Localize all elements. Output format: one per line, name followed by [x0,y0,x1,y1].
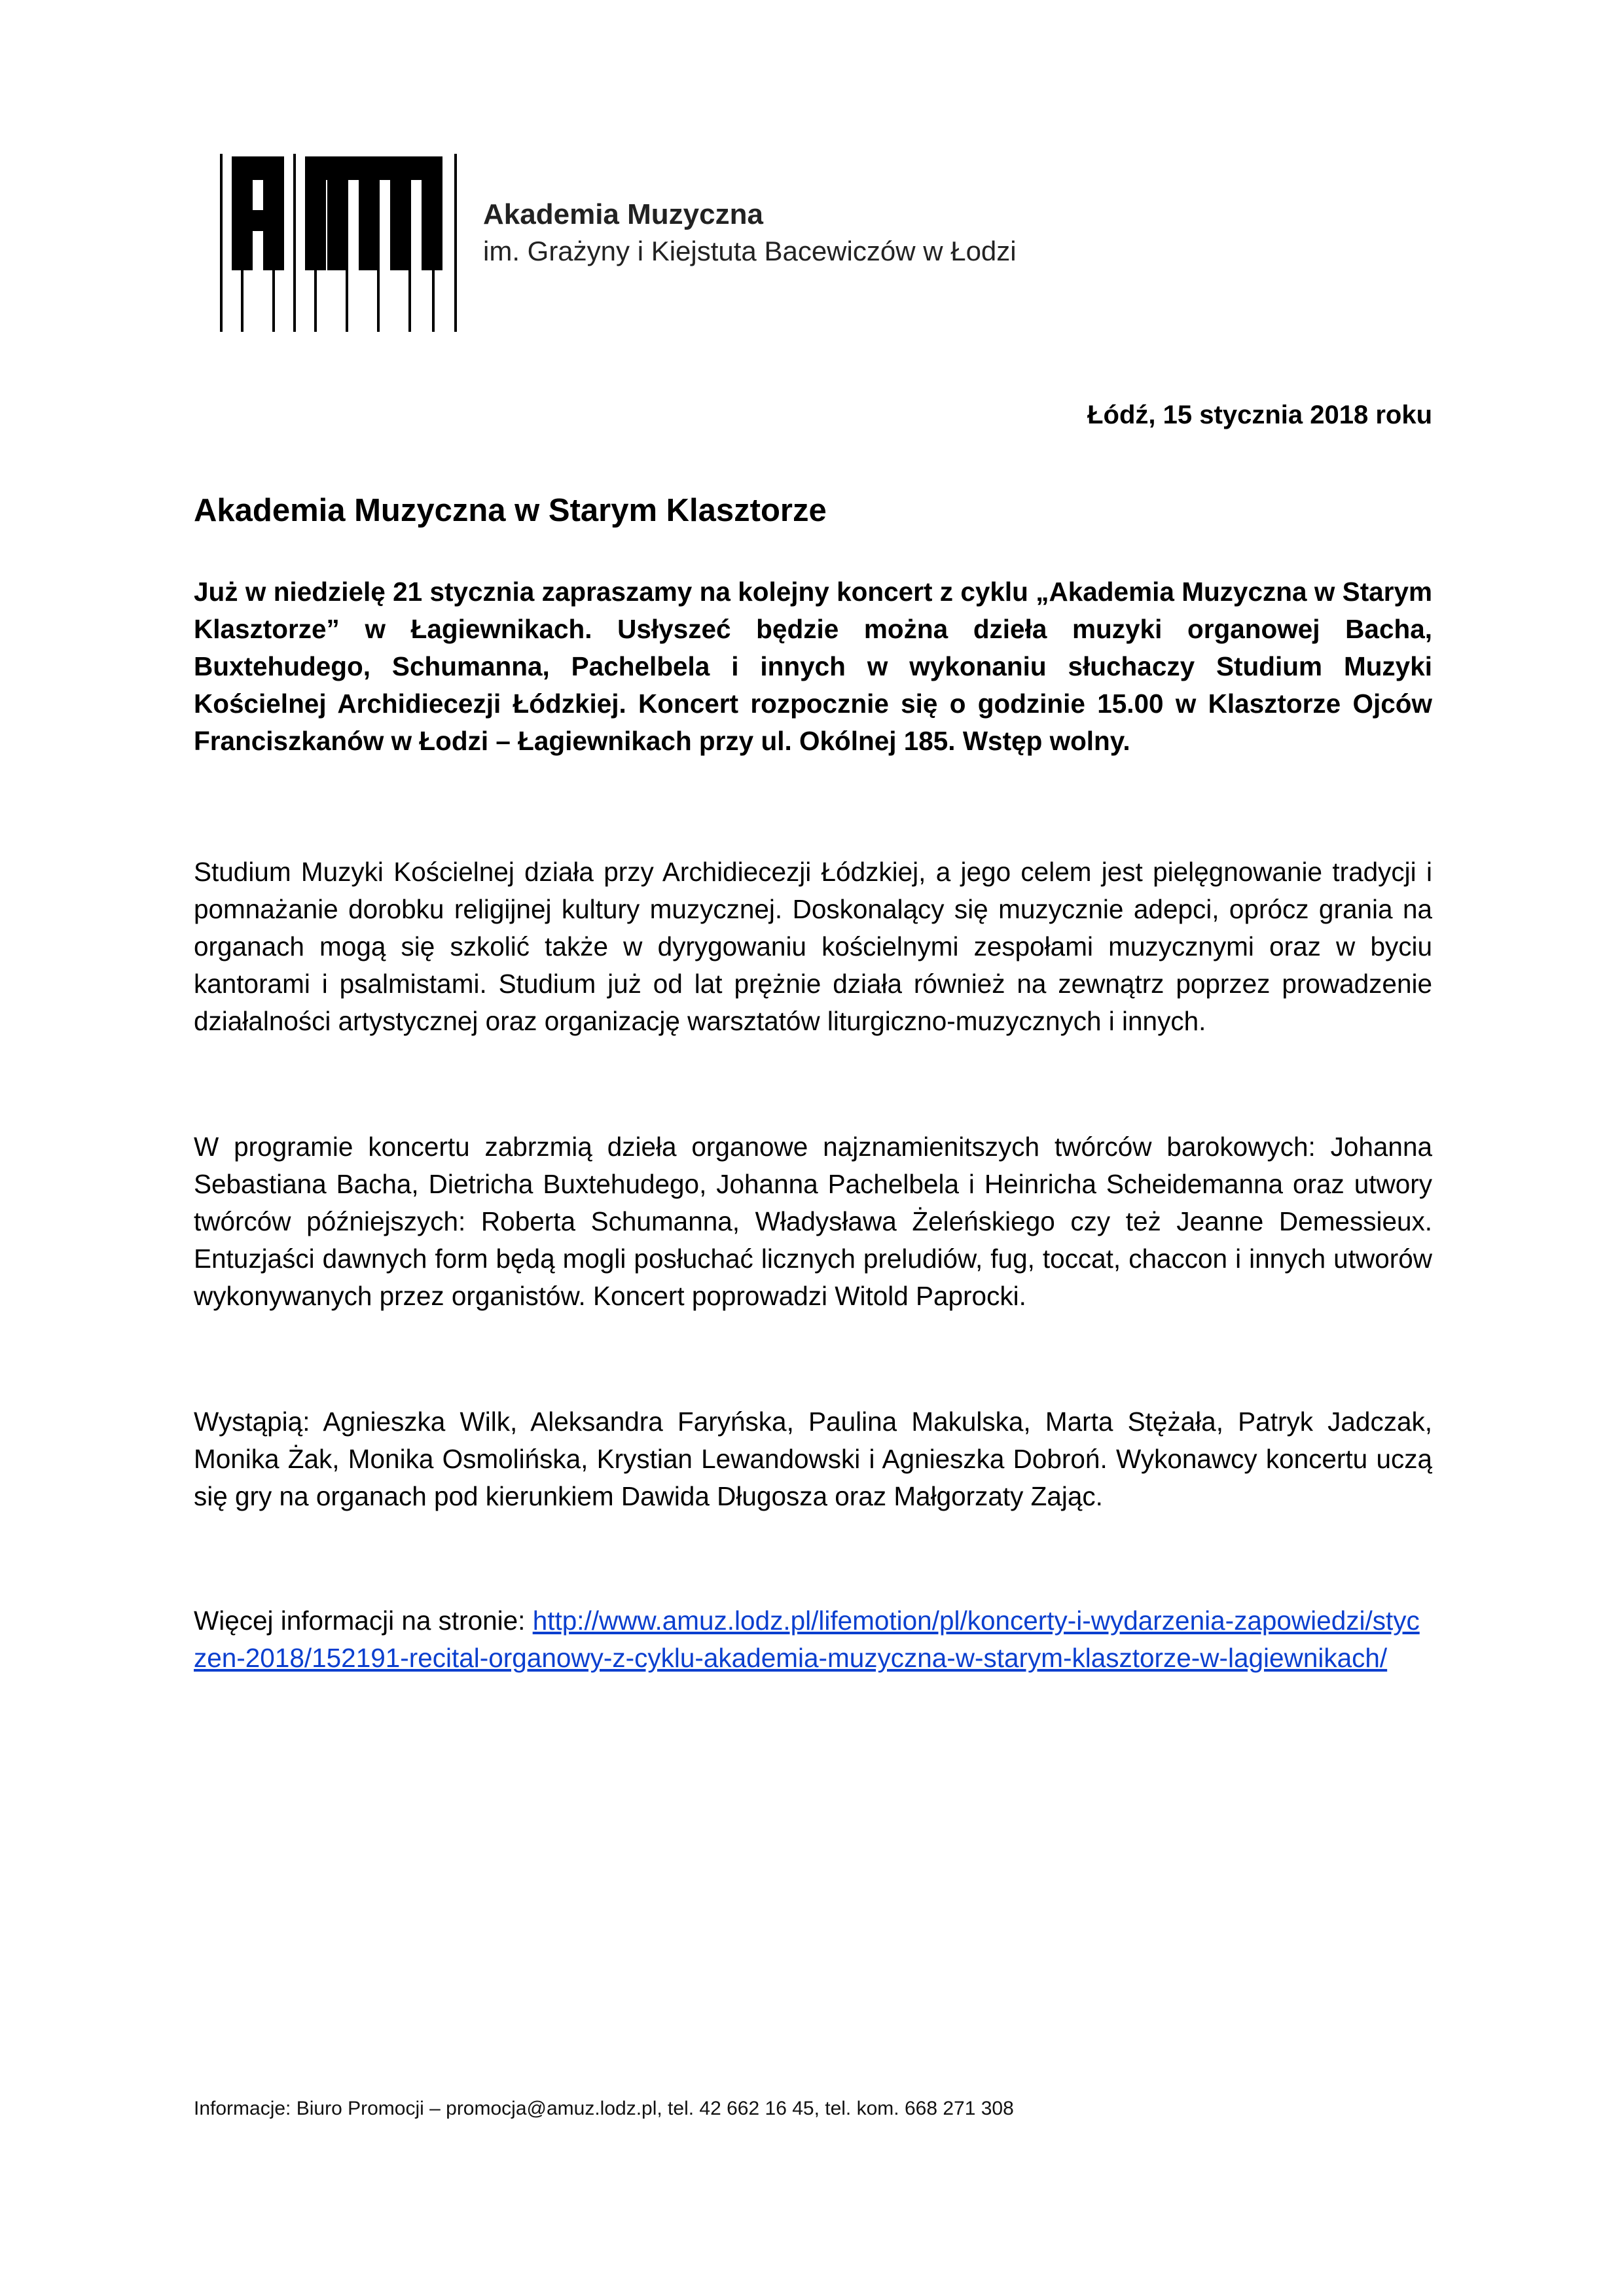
performers-paragraph-block [194,1403,1432,1515]
studium-paragraph-block [194,853,1432,1040]
am-piano-keys-logo-icon [216,154,458,332]
more-info-label: Więcej informacji na stronie: [194,1605,533,1636]
more-info-paragraph [194,1602,1432,1677]
institution-name-block [483,196,1017,270]
institution-name: Akademia Muzyczna [483,198,763,230]
program-paragraph: W programie koncertu zabrzmią dzieła organowe najznamienitszych twórców barokowych: Johanna Sebastiana Bacha, Dietricha Buxtehudego, Johanna Pachelbela i Heinricha Scheidemanna oraz utwory twórców późniejszych: Roberta Schumanna, Władysława Żeleńskiego czy też Jeanne Demessieux. Entuzjaści dawnych form będą mogli posłuchać licznych preludiów, fug, toccat, chaccon i innych utworów wykonywanych przez organistów. Koncert poprowadzi Witold Paprocki. [194,1132,1432,1311]
lead-paragraph: Już w niedzielę 21 stycznia zapraszamy na kolejny koncert z cyklu „Akademia Muzyczna w Starym Klasztorze” w Łagiewnikach. Usłyszeć będzie można dzieła muzyki organowej Bacha, Buxtehudego, Schumanna, Pachelbela i innych w wykonaniu słuchaczy Studium Muzyki Kościelnej Archidiecezji Łódzkiej. Koncert rozpocznie się o godzinie 15.00 w Klasztorze Ojców Franciszkanów w Łodzi – Łagiewnikach przy ul. Okólnej 185. Wstęp wolny. [194,577,1432,756]
page-title: Akademia Muzyczna w Starym Klasztorze [194,493,827,528]
date-line: Łódź, 15 stycznia 2018 roku [1087,401,1432,429]
footer-contact: Informacje: Biuro Promocji – promocja@amuz.lodz.pl, tel. 42 662 16 45, tel. kom. 668 271 308 [194,2098,1014,2119]
program-paragraph-block [194,1128,1432,1315]
performers-paragraph: Wystąpią: Agnieszka Wilk, Aleksandra Faryńska, Paulina Makulska, Marta Stężała, Patryk Jadczak, Monika Żak, Monika Osmolińska, Krystian Lewandowski i Agnieszka Dobroń. Wykonawcy koncertu uczą się gry na organach pod kierunkiem Dawida Długosza oraz Małgorzaty Zając. [194,1407,1432,1511]
institution-subtitle: im. Grażyny i Kiejstuta Bacewiczów w Łodzi [483,236,1017,266]
studium-paragraph: Studium Muzyki Kościelnej działa przy Archidiecezji Łódzkiej, a jego celem jest pielęgnowanie tradycji i pomnażanie dorobku religijnej kultury muzycznej. Doskonalący się muzycznie adepci, oprócz grania na organach mogą się szkolić także w dyrygowaniu kościelnymi zespołami muzycznymi oraz w byciu kantorami i psalmistami. Studium już od lat prężnie działa również na zewnątrz poprzez prowadzenie działalności artystycznej oraz organizację warsztatów liturgiczno-muzycznych i innych. [194,857,1432,1036]
lead-paragraph-block [194,573,1432,760]
more-info-paragraph-block [194,1602,1432,1677]
more-info-link[interactable]: http://www.amuz.lodz.pl/lifemotion/pl/koncerty-i-wydarzenia-zapowiedzi/styczen-2018/152191-recital-organowy-z-cyklu-akademia-muzyczna-w-starym-klasztorze-w-lagiewnikach/ [194,1605,1420,1673]
